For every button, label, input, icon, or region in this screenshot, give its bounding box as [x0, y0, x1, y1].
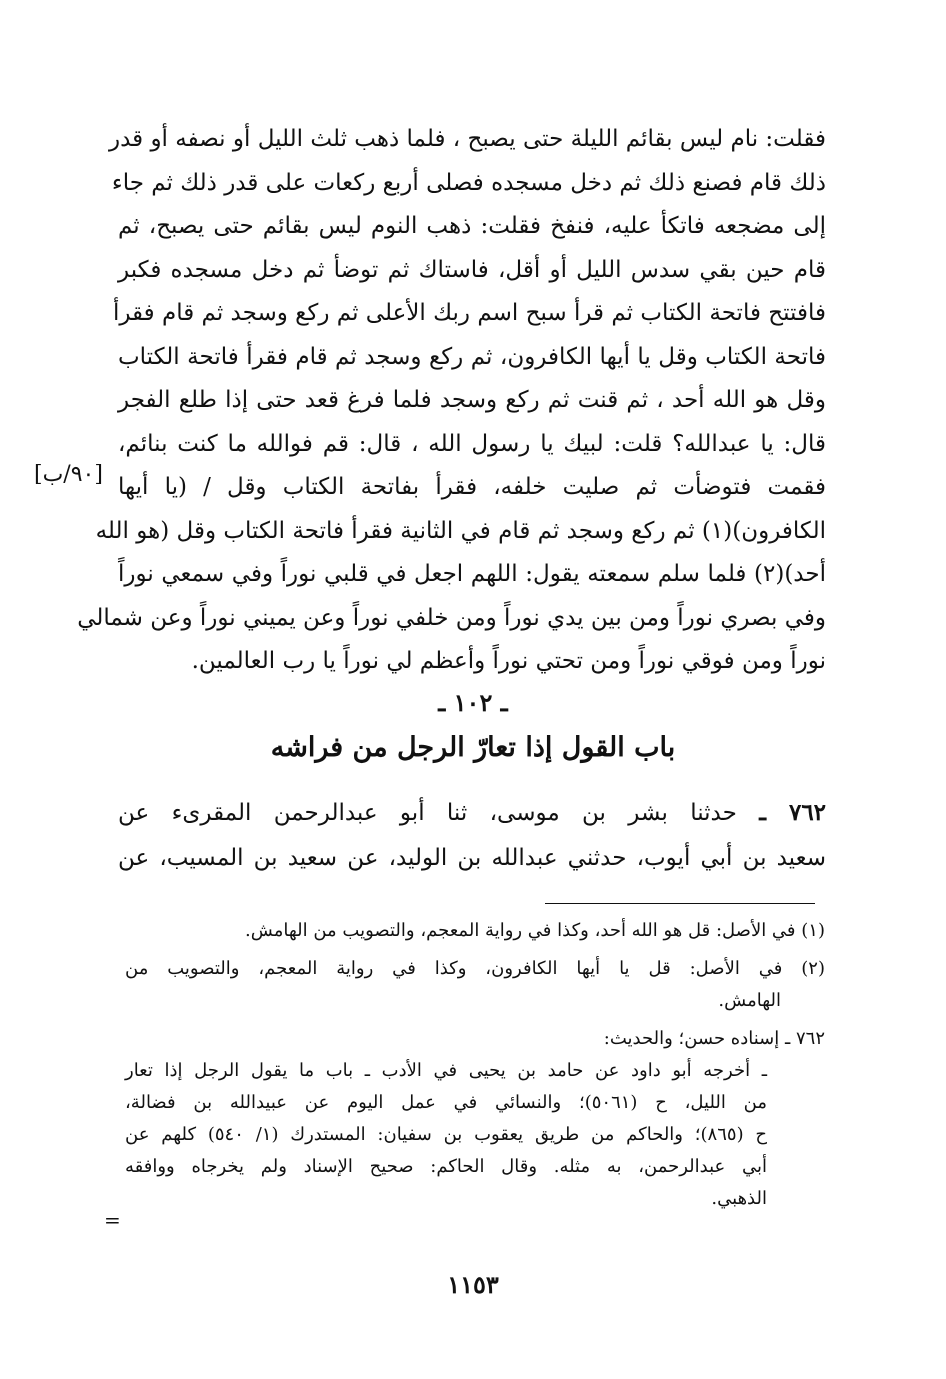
- chapter-title: باب القول إذا تعارّ الرجل من فراشه: [270, 732, 676, 763]
- text-line: قال: يا عبدالله؟ قلت: لبيك يا رسول الله ، قال: قم فوالله ما كنت بنائم،: [118, 430, 826, 457]
- takhrij-line: من الليل، ح (٥٠٦١)؛ والنسائي في عمل اليوم عن عبيدالله بن فضالة،: [125, 1092, 768, 1113]
- takhrij-line: أبي عبدالرحمن، به مثله. وقال الحاكم: صحيح الإسناد ولم يخرجاه ووافقه: [125, 1156, 767, 1177]
- text-line: قام حين بقي سدس الليل أو أقل، فاستاك ثم توضأ ثم دخل مسجده فكبر: [118, 256, 826, 283]
- hadith-number: ٧٦٢ ـ: [759, 799, 827, 826]
- footnote-divider: [545, 903, 815, 904]
- text-line: فقلت: نام ليس بقائم الليلة حتى يصبح ، فلما ذهب ثلث الليل أو نصفه أو قدر: [108, 126, 826, 152]
- text-line: فافتتح فاتحة الكتاب ثم قرأ سبح اسم ربك الأعلى ثم ركع وسجد ثم قام فقرأ: [112, 300, 826, 326]
- takhrij-line: ح (٨٦٥)؛ والحاكم من طريق يعقوب بن سفيان: المستدرك (١/ ٥٤٠) كلهم عن: [125, 1124, 768, 1145]
- hadith-line: [118, 790, 826, 836]
- hadith-text: [118, 790, 826, 881]
- continuation-mark: =: [104, 1208, 121, 1232]
- takhrij-line: الذهبي.: [711, 1188, 767, 1209]
- takhrij-line: ـ أخرجه أبو داود عن حامد بن يحيى في الأدب ـ باب ما يقول الرجل إذا تعار: [125, 1060, 767, 1081]
- takhrij-heading: ٧٦٢ ـ إسناده حسن؛ والحديث:: [603, 1028, 825, 1049]
- main-text: [77, 118, 826, 684]
- text-line: إلى مضجعه فاتكأ عليه، فنفخ فقلت: ذهب النوم ليس بقائم حتى يصبح، ثم: [118, 213, 826, 239]
- text-line: الكافرون)(١) ثم ركع وسجد ثم قام في الثانية فقرأ فاتحة الكتاب وقل (هو الله: [95, 517, 826, 544]
- text-line: فقمت فتوضأت ثم صليت خلفه، فقرأ بفاتحة الكتاب وقل / (يا أيها: [118, 474, 826, 500]
- text-line: نوراً ومن فوقي نوراً ومن تحتي نوراً وأعظم لي نوراً يا رب العالمين.: [191, 648, 826, 674]
- text-line: ذلك قام فصنع ذلك ثم دخل مسجده فصلى أربع ركعات على قدر ذلك ثم جاء: [111, 169, 826, 196]
- footnote-1: (١) في الأصل: قل هو الله أحد، وكذا في رواية المعجم، والتصويب من الهامش.: [245, 920, 825, 941]
- manuscript-folio-reference: [٩٠/ب]: [34, 462, 103, 487]
- text-line: فاتحة الكتاب وقل يا أيها الكافرون، ثم ركع وسجد ثم قام فقرأ فاتحة الكتاب: [118, 343, 826, 370]
- footnote-2-continued: الهامش.: [718, 990, 781, 1011]
- text-line: وقل هو الله أحد ، ثم قنت ثم ركع وسجد فلما فرغ قعد حتى إذا طلع الفجر: [118, 387, 826, 413]
- page-number: ١١٥٣: [447, 1270, 499, 1299]
- text-line: وفي بصري نوراً ومن بين يدي نوراً ومن خلفي نوراً وعن يميني نوراً وعن شمالي: [77, 604, 826, 631]
- footnotes: [125, 915, 825, 1215]
- hadith-line-text: حدثنا بشر بن موسى، ثنا أبو عبدالرحمن المقرىء عن: [118, 800, 737, 826]
- chapter-number: ـ ١٠٢ ـ: [438, 688, 508, 717]
- hadith-line: سعيد بن أبي أيوب، حدثني عبدالله بن الوليد، عن سعيد بن المسيب، عن: [118, 845, 826, 871]
- text-line: أحد)(٢) فلما سلم سمعته يقول: اللهم اجعل في قلبي نوراً وفي سمعي نوراً: [118, 561, 826, 587]
- footnote-2: (٢) في الأصل: قل يا أيها الكافرون، وكذا في رواية المعجم، والتصويب من: [125, 958, 825, 979]
